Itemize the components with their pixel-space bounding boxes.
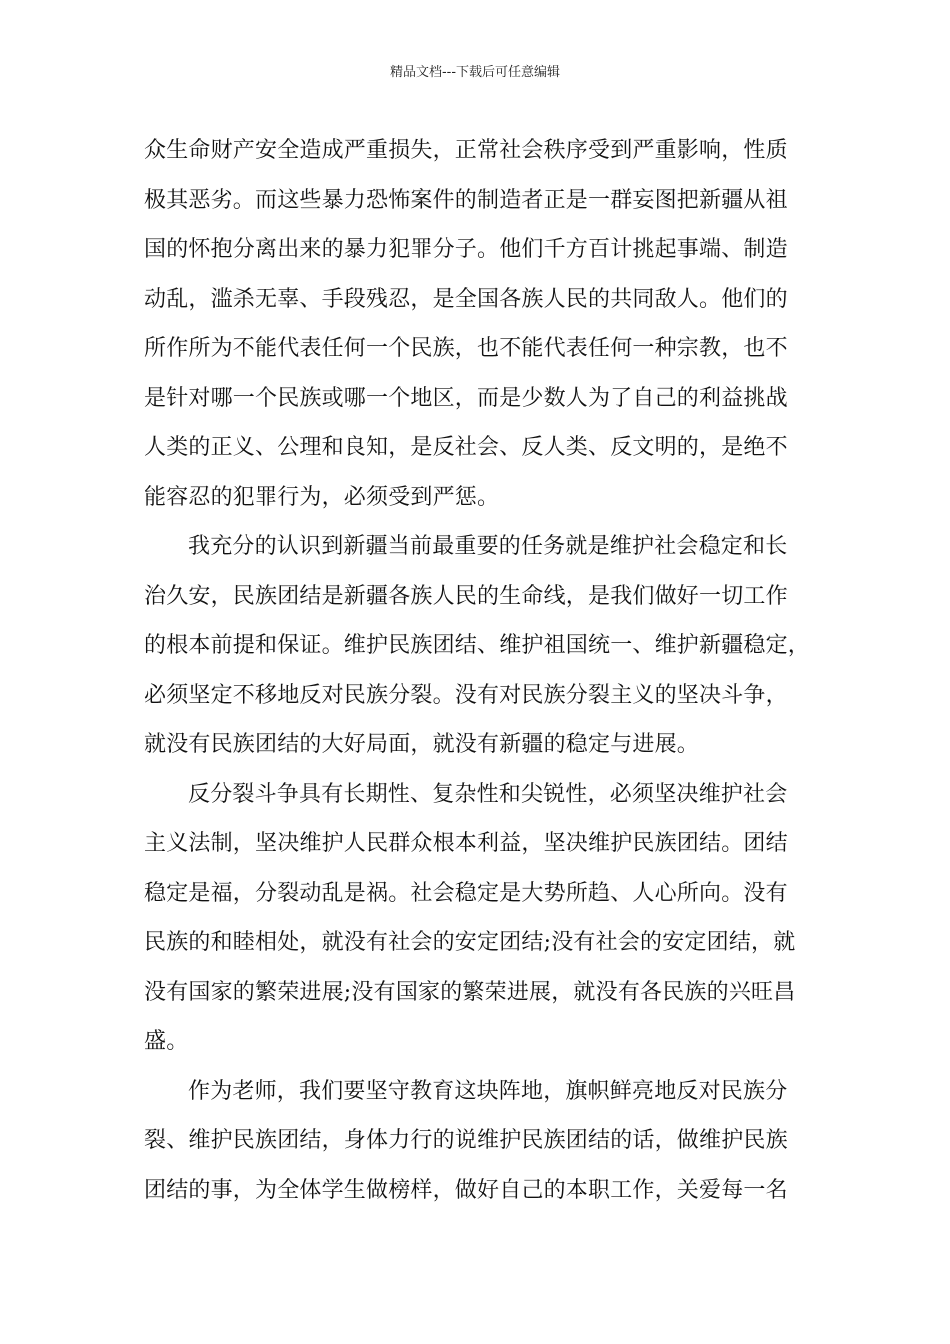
text-line: 作为老师，我们要坚守教育这块阵地，旗帜鲜亮地反对民族分	[188, 1078, 788, 1104]
text-line: 是针对哪一个民族或哪一个地区，而是少数人为了自己的利益挑战	[144, 385, 788, 411]
text-line: 主义法制，坚决维护人民群众根本利益，坚决维护民族团结。团结	[144, 831, 788, 856]
text-line: 极其恶劣。而这些暴力恐怖案件的制造者正是一群妄图把新疆从祖	[144, 187, 788, 213]
text-line: 动乱，滥杀无辜、手段残忍，是全国各族人民的共同敌人。他们的	[144, 286, 788, 312]
text-line: 裂、维护民族团结，身体力行的说维护民族团结的话，做维护民族	[144, 1128, 788, 1153]
document-body	[144, 126, 811, 1215]
text-line: 反分裂斗争具有长期性、复杂性和尖锐性，必须坚决维护社会	[188, 781, 788, 807]
text-line: 众生命财产安全造成严重损失，正常社会秩序受到严重影响，性质	[144, 138, 788, 163]
text-line: 就没有民族团结的大好局面，就没有新疆的稳定与进展。	[144, 732, 700, 757]
text-line: 人类的正义、公理和良知，是反社会、反人类、反文明的，是绝不	[144, 435, 788, 460]
text-line: 治久安，民族团结是新疆各族人民的生命线，是我们做好一切工作	[144, 583, 788, 609]
text-line: 团结的事，为全体学生做榜样，做好自己的本职工作，关爱每一名	[144, 1177, 788, 1203]
text-line: 盛。	[144, 1029, 189, 1054]
text-line: 所作所为不能代表任何一个民族，也不能代表任何一种宗教，也不	[144, 336, 788, 361]
text-line: 国的怀抱分离出来的暴力犯罪分子。他们千方百计挑起事端、制造	[144, 237, 788, 262]
text-line: 能容忍的犯罪行为，必须受到严惩。	[144, 484, 500, 510]
text-line: 民族的和睦相处，就没有社会的安定团结;没有社会的安定团结，就	[144, 930, 796, 955]
text-line: 没有国家的繁荣进展;没有国家的繁荣进展，就没有各民族的兴旺昌	[144, 979, 796, 1005]
page-header: 精品文档---下载后可任意编辑	[389, 65, 561, 80]
text-line: 稳定是福，分裂动乱是祸。社会稳定是大势所趋、人心所向。没有	[144, 880, 788, 906]
text-line: 的根本前提和保证。维护民族团结、维护祖国统一、维护新疆稳定，	[144, 633, 811, 658]
text-line: 我充分的认识到新疆当前最重要的任务就是维护社会稳定和长	[188, 534, 788, 559]
text-line: 必须坚定不移地反对民族分裂。没有对民族分裂主义的坚决斗争，	[144, 682, 788, 708]
